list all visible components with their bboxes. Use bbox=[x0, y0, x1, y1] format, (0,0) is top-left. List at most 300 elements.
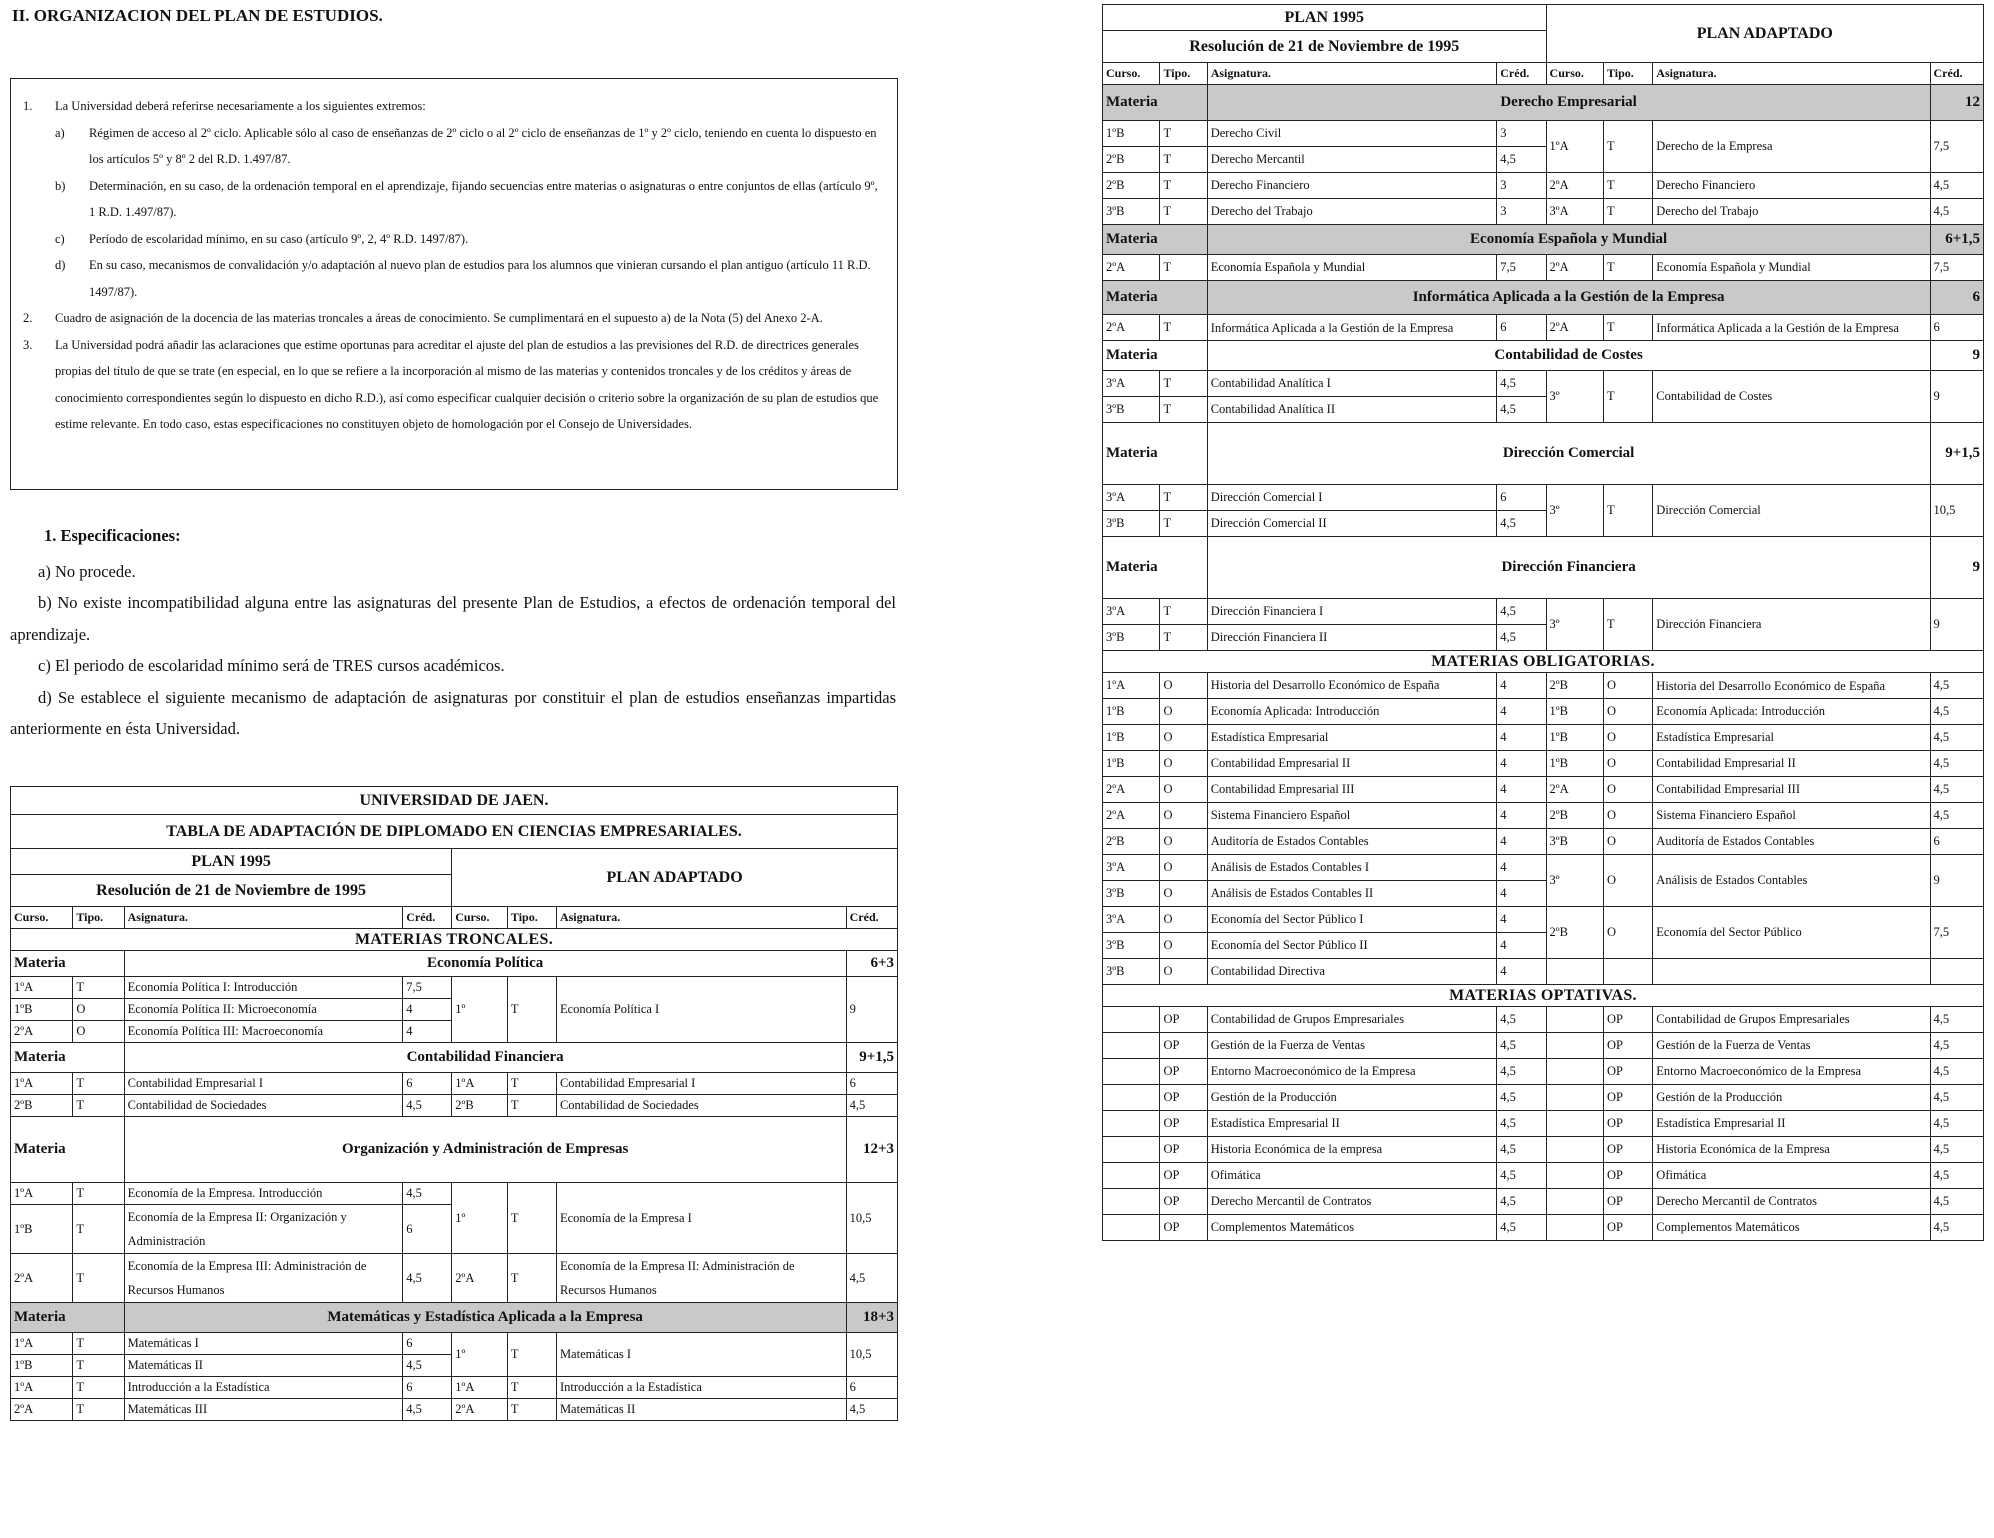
column-header: Curso. bbox=[452, 907, 508, 929]
asignatura-cell: Contabilidad Empresarial II bbox=[1207, 751, 1497, 777]
materia-credits: 9+1,5 bbox=[846, 1043, 897, 1073]
curso-cell: 3ºA bbox=[1103, 485, 1160, 511]
asignatura-cell: Economía de la Empresa III: Administración de Recursos Humanos bbox=[124, 1254, 403, 1303]
column-header: Créd. bbox=[846, 907, 897, 929]
note-1: La Universidad deberá referirse necesariamente a los siguientes extremos: bbox=[55, 99, 426, 113]
tipo-cell: T bbox=[73, 1254, 124, 1303]
tipo-cell: OP bbox=[1160, 1111, 1207, 1137]
materia-label: Materia bbox=[1103, 537, 1208, 599]
tipo-cell: T bbox=[1160, 599, 1207, 625]
new-cred-cell: 4,5 bbox=[1930, 699, 1983, 725]
new-cred-cell: 6 bbox=[846, 1073, 897, 1095]
section-obligatorias: MATERIAS OBLIGATORIAS. bbox=[1103, 651, 1984, 673]
cred-cell: 4,5 bbox=[1497, 1033, 1546, 1059]
curso-cell: 1ºA bbox=[11, 1377, 73, 1399]
materia-row bbox=[11, 1043, 898, 1073]
new-curso-cell: 3ºA bbox=[1546, 199, 1603, 225]
note-1d: En su caso, mecanismos de convalidación y/o adaptación al nuevo plan de estudios para los alumnos que vinieran cursando el plan antiguo (artículo 11 R.D. 1497/87). bbox=[89, 258, 871, 299]
column-header: Créd. bbox=[1930, 63, 1983, 85]
new-tipo-cell: T bbox=[507, 1254, 556, 1303]
curso-cell bbox=[1103, 1215, 1160, 1241]
curso-cell: 1ºB bbox=[1103, 699, 1160, 725]
curso-cell: 1ºA bbox=[11, 1183, 73, 1205]
new-tipo-cell: T bbox=[507, 1399, 556, 1421]
plan-adaptado: PLAN ADAPTADO bbox=[1546, 5, 1983, 63]
note-1c: Período de escolaridad mínimo, en su caso (artículo 9º, 2, 4º R.D. 1497/87). bbox=[89, 231, 469, 246]
new-cred-cell: 10,5 bbox=[846, 1333, 897, 1377]
tipo-cell: OP bbox=[1160, 1189, 1207, 1215]
cred-cell: 3 bbox=[1497, 121, 1546, 147]
tipo-cell: OP bbox=[1160, 1033, 1207, 1059]
plan-1995: PLAN 1995 bbox=[1103, 5, 1547, 31]
new-tipo-cell: O bbox=[1604, 829, 1653, 855]
spec-c: c) El periodo de escolaridad mínimo será de TRES cursos académicos. bbox=[38, 656, 505, 675]
resolution: Resolución de 21 de Noviembre de 1995 bbox=[1103, 31, 1547, 63]
asignatura-cell: Dirección Comercial II bbox=[1207, 511, 1497, 537]
section-title: II. ORGANIZACION DEL PLAN DE ESTUDIOS. bbox=[12, 6, 383, 25]
tipo-cell: OP bbox=[1160, 1085, 1207, 1111]
new-cred-cell: 4,5 bbox=[1930, 173, 1983, 199]
new-curso-cell: 3º bbox=[1546, 855, 1603, 907]
cred-cell: 4,5 bbox=[403, 1355, 452, 1377]
new-curso-cell: 1º bbox=[452, 1333, 508, 1377]
asignatura-cell: Estadística Empresarial bbox=[1207, 725, 1497, 751]
tipo-cell: T bbox=[1160, 147, 1207, 173]
materia-credits: 6+1,5 bbox=[1930, 225, 1983, 255]
materia-name: Economía Política bbox=[124, 951, 846, 977]
section-row bbox=[1103, 651, 1984, 673]
new-asignatura-cell: Contabilidad Empresarial I bbox=[556, 1073, 846, 1095]
new-curso-cell bbox=[1546, 1215, 1603, 1241]
new-tipo-cell: O bbox=[1604, 699, 1653, 725]
asignatura-cell: Complementos Matemáticos bbox=[1207, 1215, 1497, 1241]
new-tipo-cell: OP bbox=[1604, 1215, 1653, 1241]
new-tipo-cell: OP bbox=[1604, 1007, 1653, 1033]
new-tipo-cell: OP bbox=[1604, 1137, 1653, 1163]
new-asignatura-cell: Matemáticas I bbox=[556, 1333, 846, 1377]
new-curso-cell bbox=[1546, 1189, 1603, 1215]
curso-cell: 3ºA bbox=[1103, 599, 1160, 625]
cred-cell: 4,5 bbox=[1497, 397, 1546, 423]
new-asignatura-cell: Historia del Desarrollo Económico de España bbox=[1653, 673, 1930, 699]
table-row bbox=[1103, 599, 1984, 625]
asignatura-cell: Matemáticas I bbox=[124, 1333, 403, 1355]
new-curso-cell: 1º bbox=[452, 1183, 508, 1254]
new-asignatura-cell: Entorno Macroeconómico de la Empresa bbox=[1653, 1059, 1930, 1085]
curso-cell: 3ºB bbox=[1103, 959, 1160, 985]
new-curso-cell: 1ºA bbox=[452, 1377, 508, 1399]
new-cred-cell: 4,5 bbox=[1930, 1137, 1983, 1163]
table-row bbox=[1103, 725, 1984, 751]
new-curso-cell bbox=[1546, 1163, 1603, 1189]
tipo-cell: O bbox=[1160, 803, 1207, 829]
column-header: Asignatura. bbox=[124, 907, 403, 929]
column-header: Curso. bbox=[1103, 63, 1160, 85]
cred-cell: 6 bbox=[403, 1377, 452, 1399]
curso-cell: 2ºA bbox=[11, 1399, 73, 1421]
tipo-cell: T bbox=[1160, 255, 1207, 281]
tipo-cell: T bbox=[73, 1183, 124, 1205]
curso-cell: 2ºB bbox=[1103, 147, 1160, 173]
materia-credits: 9 bbox=[1930, 537, 1983, 599]
materia-label: Materia bbox=[11, 1043, 125, 1073]
asignatura-cell: Derecho del Trabajo bbox=[1207, 199, 1497, 225]
new-asignatura-cell: Matemáticas II bbox=[556, 1399, 846, 1421]
cred-cell: 4,5 bbox=[403, 1183, 452, 1205]
tipo-cell: T bbox=[1160, 121, 1207, 147]
new-asignatura-cell bbox=[1653, 959, 1930, 985]
new-asignatura-cell: Auditoría de Estados Contables bbox=[1653, 829, 1930, 855]
curso-cell: 2ºB bbox=[1103, 173, 1160, 199]
new-asignatura-cell: Derecho de la Empresa bbox=[1653, 121, 1930, 173]
new-asignatura-cell: Contabilidad Empresarial II bbox=[1653, 751, 1930, 777]
new-asignatura-cell: Introducción a la Estadística bbox=[556, 1377, 846, 1399]
new-asignatura-cell: Ofimática bbox=[1653, 1163, 1930, 1189]
cred-cell: 4,5 bbox=[1497, 1137, 1546, 1163]
curso-cell bbox=[1103, 1085, 1160, 1111]
new-tipo-cell: T bbox=[1604, 371, 1653, 423]
tipo-cell: T bbox=[73, 1095, 124, 1117]
new-cred-cell: 7,5 bbox=[1930, 121, 1983, 173]
section-row bbox=[11, 929, 898, 951]
materia-credits: 9+1,5 bbox=[1930, 423, 1983, 485]
curso-cell: 2ºA bbox=[1103, 315, 1160, 341]
new-tipo-cell: T bbox=[507, 977, 556, 1043]
curso-cell: 1ºB bbox=[11, 999, 73, 1021]
table-row bbox=[11, 977, 898, 999]
tipo-cell: T bbox=[73, 977, 124, 999]
plan-adaptado: PLAN ADAPTADO bbox=[452, 849, 898, 907]
materia-label: Materia bbox=[1103, 225, 1208, 255]
cred-cell: 4,5 bbox=[1497, 511, 1546, 537]
instructions-box: 1. La Universidad deberá referirse necesariamente a los siguientes extremos: a) Régimen de acceso al 2º ciclo. Aplicable sólo al caso de enseñanzas de 2º ciclo o al 2º ciclo de enseñanzas de 1º y 2º ciclo, teniendo en cuenta lo dispuesto en los artículos 5º y 8º 2 del R.D. 1.497/87. b) Determinación, en su caso, de la ordenación temporal en el aprendizaje, fijando secuencias entre materias o asignaturas o entre conjuntos de ellas (artículo 9º, 1 R.D. 1.497/87). c) Período de escolaridad mínimo, en su caso (artículo 9º, 2, 4º R.D. 1497/87). d) En su caso, mecanismos de convalidación y/o adaptación al nuevo plan de estudios para los alumnos que vinieran cursando el plan antiguo (artículo 11 R.D. 1497/87). 2. Cuadro de asignación de la docencia de las materias troncales a áreas de conocimiento. Se cumplimentará en el supuesto a) de la Nota (5) del Anexo 2-A. 3. La Universidad podrá añadir las aclaraciones que estime oportunas para acreditar el ajuste del plan de estudios a las previsiones del R.D. de directrices generales propias del título de que se trate (en especial, en lo que se refiere a la incorporación al mismo de las materias y contenidos troncales y de los créditos y áreas de conocimiento correspondientes según lo dispuesto en dicho R.D.), así como especificar cualquier decisión o criterio sobre la organización de su plan de estudios que estime relevante. En todo caso, estas especificaciones no constituyen objeto de homologación por el Consejo de Universidades. bbox=[10, 78, 898, 490]
section-troncales: MATERIAS TRONCALES. bbox=[11, 929, 898, 951]
cred-cell: 4 bbox=[1497, 829, 1546, 855]
new-curso-cell bbox=[1546, 1033, 1603, 1059]
asignatura-cell: Gestión de la Fuerza de Ventas bbox=[1207, 1033, 1497, 1059]
cred-cell: 6 bbox=[403, 1205, 452, 1254]
specifications bbox=[10, 520, 896, 745]
cred-cell: 4,5 bbox=[403, 1254, 452, 1303]
tipo-cell: T bbox=[1160, 173, 1207, 199]
cred-cell: 4,5 bbox=[1497, 1189, 1546, 1215]
new-cred-cell: 7,5 bbox=[1930, 255, 1983, 281]
new-cred-cell: 6 bbox=[846, 1377, 897, 1399]
cred-cell: 4 bbox=[1497, 855, 1546, 881]
cred-cell: 4 bbox=[1497, 907, 1546, 933]
section-row bbox=[1103, 985, 1984, 1007]
asignatura-cell: Gestión de la Producción bbox=[1207, 1085, 1497, 1111]
curso-cell: 2ºA bbox=[1103, 255, 1160, 281]
curso-cell: 3ºB bbox=[1103, 511, 1160, 537]
curso-cell bbox=[1103, 1007, 1160, 1033]
new-asignatura-cell: Análisis de Estados Contables bbox=[1653, 855, 1930, 907]
curso-cell: 3ºA bbox=[1103, 855, 1160, 881]
tipo-cell: O bbox=[1160, 829, 1207, 855]
table-row bbox=[1103, 371, 1984, 397]
optativa-row bbox=[1103, 1085, 1984, 1111]
tipo-cell: OP bbox=[1160, 1163, 1207, 1189]
materia-name: Contabilidad Financiera bbox=[124, 1043, 846, 1073]
new-tipo-cell: T bbox=[1604, 121, 1653, 173]
new-curso-cell: 3º bbox=[1546, 371, 1603, 423]
new-cred-cell: 4,5 bbox=[1930, 803, 1983, 829]
materia-name: Informática Aplicada a la Gestión de la Empresa bbox=[1207, 281, 1930, 315]
asignatura-cell: Economía Política III: Macroeconomía bbox=[124, 1021, 403, 1043]
new-curso-cell: 2ºA bbox=[452, 1254, 508, 1303]
section-optativas: MATERIAS OPTATIVAS. bbox=[1103, 985, 1984, 1007]
asignatura-cell: Derecho Civil bbox=[1207, 121, 1497, 147]
curso-cell: 1ºB bbox=[1103, 751, 1160, 777]
new-asignatura-cell: Complementos Matemáticos bbox=[1653, 1215, 1930, 1241]
table-row bbox=[11, 1073, 898, 1095]
asignatura-cell: Contabilidad Directiva bbox=[1207, 959, 1497, 985]
new-tipo-cell: OP bbox=[1604, 1033, 1653, 1059]
cred-cell: 4,5 bbox=[1497, 1163, 1546, 1189]
asignatura-cell: Dirección Comercial I bbox=[1207, 485, 1497, 511]
table-row bbox=[1103, 315, 1984, 341]
optativa-row bbox=[1103, 1111, 1984, 1137]
asignatura-cell: Introducción a la Estadística bbox=[124, 1377, 403, 1399]
tipo-cell: O bbox=[1160, 907, 1207, 933]
new-cred-cell: 10,5 bbox=[1930, 485, 1983, 537]
cred-cell: 7,5 bbox=[1497, 255, 1546, 281]
curso-cell: 2ºA bbox=[11, 1254, 73, 1303]
optativa-row bbox=[1103, 1137, 1984, 1163]
materia-row bbox=[1103, 281, 1984, 315]
cred-cell: 4 bbox=[1497, 777, 1546, 803]
note-3: La Universidad podrá añadir las aclaraciones que estime oportunas para acreditar el ajuste del plan de estudios a las previsiones del R.D. de directrices generales propias del título de que se trate (en especial, en lo que se refiere a la incorporación al mismo de las materias y contenidos troncales y de los créditos y áreas de conocimiento correspondientes según lo dispuesto en dicho R.D.), así como especificar cualquier decisión o criterio sobre la organización de su plan de estudios que estime relevante. En todo caso, estas especificaciones no constituyen objeto de homologación por el Consejo de Universidades. bbox=[55, 337, 879, 431]
cred-cell: 7,5 bbox=[403, 977, 452, 999]
asignatura-cell: Derecho Mercantil bbox=[1207, 147, 1497, 173]
note-1b: Determinación, en su caso, de la ordenación temporal en el aprendizaje, fijando secuencias entre materias o asignaturas o entre conjuntos de ellas (artículo 9º, 1 R.D. 1.497/87). bbox=[89, 178, 878, 219]
tipo-cell: O bbox=[1160, 673, 1207, 699]
new-tipo-cell: OP bbox=[1604, 1085, 1653, 1111]
new-asignatura-cell: Dirección Comercial bbox=[1653, 485, 1930, 537]
new-cred-cell: 4,5 bbox=[1930, 777, 1983, 803]
new-asignatura-cell: Contabilidad de Sociedades bbox=[556, 1095, 846, 1117]
new-asignatura-cell: Informática Aplicada a la Gestión de la Empresa bbox=[1653, 315, 1930, 341]
column-header-row bbox=[11, 907, 898, 929]
new-cred-cell: 4,5 bbox=[1930, 1189, 1983, 1215]
asignatura-cell: Contabilidad Empresarial III bbox=[1207, 777, 1497, 803]
table-row bbox=[1103, 855, 1984, 881]
curso-cell bbox=[1103, 1163, 1160, 1189]
table-row bbox=[1103, 673, 1984, 699]
new-curso-cell: 1ºA bbox=[1546, 121, 1603, 173]
new-tipo-cell: T bbox=[507, 1183, 556, 1254]
asignatura-cell: Contabilidad Analítica II bbox=[1207, 397, 1497, 423]
cred-cell: 4,5 bbox=[1497, 1085, 1546, 1111]
tipo-cell: T bbox=[73, 1205, 124, 1254]
new-curso-cell bbox=[1546, 1007, 1603, 1033]
tipo-cell: T bbox=[73, 1333, 124, 1355]
new-curso-cell bbox=[1546, 1111, 1603, 1137]
tipo-cell: O bbox=[73, 999, 124, 1021]
new-asignatura-cell: Economía Política I bbox=[556, 977, 846, 1043]
cred-cell: 4 bbox=[403, 1021, 452, 1043]
asignatura-cell: Análisis de Estados Contables II bbox=[1207, 881, 1497, 907]
tipo-cell: T bbox=[1160, 511, 1207, 537]
asignatura-cell: Análisis de Estados Contables I bbox=[1207, 855, 1497, 881]
optativa-row bbox=[1103, 1059, 1984, 1085]
cred-cell: 4,5 bbox=[1497, 1215, 1546, 1241]
new-tipo-cell: T bbox=[1604, 199, 1653, 225]
new-curso-cell: 1ºB bbox=[1546, 725, 1603, 751]
curso-cell: 3ºB bbox=[1103, 881, 1160, 907]
curso-cell: 1ºA bbox=[11, 1073, 73, 1095]
cred-cell: 4,5 bbox=[1497, 1111, 1546, 1137]
cred-cell: 4,5 bbox=[1497, 371, 1546, 397]
cred-cell: 4,5 bbox=[403, 1399, 452, 1421]
curso-cell: 3ºA bbox=[1103, 907, 1160, 933]
new-tipo-cell: T bbox=[1604, 315, 1653, 341]
new-asignatura-cell: Contabilidad Empresarial III bbox=[1653, 777, 1930, 803]
materia-row bbox=[1103, 423, 1984, 485]
new-curso-cell bbox=[1546, 1137, 1603, 1163]
materia-row bbox=[1103, 85, 1984, 121]
new-tipo-cell: OP bbox=[1604, 1059, 1653, 1085]
new-curso-cell bbox=[1546, 959, 1603, 985]
new-curso-cell: 2ºA bbox=[1546, 315, 1603, 341]
optativa-row bbox=[1103, 1215, 1984, 1241]
table-row bbox=[11, 1399, 898, 1421]
materia-name: Dirección Comercial bbox=[1207, 423, 1930, 485]
curso-cell bbox=[1103, 1137, 1160, 1163]
new-tipo-cell: T bbox=[1604, 255, 1653, 281]
new-cred-cell: 4,5 bbox=[1930, 1059, 1983, 1085]
asignatura-cell: Contabilidad de Grupos Empresariales bbox=[1207, 1007, 1497, 1033]
new-curso-cell: 2ºB bbox=[1546, 673, 1603, 699]
new-tipo-cell: O bbox=[1604, 907, 1653, 959]
asignatura-cell: Matemáticas II bbox=[124, 1355, 403, 1377]
new-curso-cell: 2ºB bbox=[1546, 803, 1603, 829]
asignatura-cell: Auditoría de Estados Contables bbox=[1207, 829, 1497, 855]
asignatura-cell: Economía de la Empresa. Introducción bbox=[124, 1183, 403, 1205]
table-row bbox=[1103, 173, 1984, 199]
tipo-cell: OP bbox=[1160, 1059, 1207, 1085]
curso-cell: 1ºB bbox=[1103, 725, 1160, 751]
new-curso-cell: 1ºA bbox=[452, 1073, 508, 1095]
cred-cell: 4 bbox=[1497, 725, 1546, 751]
new-tipo-cell: OP bbox=[1604, 1163, 1653, 1189]
new-tipo-cell: O bbox=[1604, 803, 1653, 829]
table-row bbox=[1103, 907, 1984, 933]
new-cred-cell: 4,5 bbox=[1930, 1007, 1983, 1033]
asignatura-cell: Historia del Desarrollo Económico de España bbox=[1207, 673, 1497, 699]
column-header: Tipo. bbox=[1160, 63, 1207, 85]
cred-cell: 4,5 bbox=[1497, 147, 1546, 173]
tipo-cell: T bbox=[1160, 625, 1207, 651]
cred-cell: 4 bbox=[1497, 881, 1546, 907]
cred-cell: 4 bbox=[403, 999, 452, 1021]
new-cred-cell: 4,5 bbox=[1930, 673, 1983, 699]
new-tipo-cell: T bbox=[1604, 599, 1653, 651]
column-header: Asignatura. bbox=[1207, 63, 1497, 85]
new-tipo-cell: OP bbox=[1604, 1189, 1653, 1215]
new-curso-cell: 2ºB bbox=[1546, 907, 1603, 959]
new-curso-cell: 1ºB bbox=[1546, 751, 1603, 777]
new-tipo-cell: T bbox=[507, 1095, 556, 1117]
optativa-row bbox=[1103, 1033, 1984, 1059]
new-asignatura-cell: Sistema Financiero Español bbox=[1653, 803, 1930, 829]
column-header: Curso. bbox=[1546, 63, 1603, 85]
new-cred-cell: 4,5 bbox=[846, 1095, 897, 1117]
materia-row bbox=[11, 1303, 898, 1333]
note-1a: Régimen de acceso al 2º ciclo. Aplicable sólo al caso de enseñanzas de 2º ciclo o al 2º ciclo de enseñanzas de 1º y 2º ciclo, teniendo en cuenta lo dispuesto en los artículos 5º y 8º 2 del R.D. 1.497/87. bbox=[89, 125, 877, 166]
curso-cell: 3ºA bbox=[1103, 371, 1160, 397]
curso-cell: 2ºA bbox=[1103, 777, 1160, 803]
new-tipo-cell: O bbox=[1604, 725, 1653, 751]
materia-name: Contabilidad de Costes bbox=[1207, 341, 1930, 371]
curso-cell: 1ºA bbox=[11, 977, 73, 999]
resolution: Resolución de 21 de Noviembre de 1995 bbox=[11, 875, 452, 907]
new-asignatura-cell: Economía Española y Mundial bbox=[1653, 255, 1930, 281]
tipo-cell: O bbox=[1160, 881, 1207, 907]
new-cred-cell: 4,5 bbox=[1930, 751, 1983, 777]
tipo-cell: O bbox=[73, 1021, 124, 1043]
new-asignatura-cell: Gestión de la Fuerza de Ventas bbox=[1653, 1033, 1930, 1059]
materia-row bbox=[1103, 537, 1984, 599]
tipo-cell: O bbox=[1160, 777, 1207, 803]
tipo-cell: T bbox=[1160, 315, 1207, 341]
new-cred-cell: 10,5 bbox=[846, 1183, 897, 1254]
materia-name: Derecho Empresarial bbox=[1207, 85, 1930, 121]
cred-cell: 4,5 bbox=[1497, 625, 1546, 651]
table-row bbox=[11, 1095, 898, 1117]
optativa-row bbox=[1103, 1163, 1984, 1189]
materia-name: Organización y Administración de Empresas bbox=[124, 1117, 846, 1183]
new-asignatura-cell: Economía de la Empresa II: Administración de Recursos Humanos bbox=[556, 1254, 846, 1303]
asignatura-cell: Entorno Macroeconómico de la Empresa bbox=[1207, 1059, 1497, 1085]
column-header: Curso. bbox=[11, 907, 73, 929]
new-tipo-cell: T bbox=[507, 1333, 556, 1377]
new-asignatura-cell: Economía Aplicada: Introducción bbox=[1653, 699, 1930, 725]
curso-cell: 3ºB bbox=[1103, 397, 1160, 423]
table-row bbox=[1103, 803, 1984, 829]
asignatura-cell: Informática Aplicada a la Gestión de la Empresa bbox=[1207, 315, 1497, 341]
materia-label: Materia bbox=[11, 1303, 125, 1333]
curso-cell bbox=[1103, 1189, 1160, 1215]
cred-cell: 6 bbox=[403, 1333, 452, 1355]
cred-cell: 4 bbox=[1497, 933, 1546, 959]
asignatura-cell: Economía del Sector Público I bbox=[1207, 907, 1497, 933]
curso-cell: 2ºA bbox=[1103, 803, 1160, 829]
tipo-cell: O bbox=[1160, 725, 1207, 751]
asignatura-cell: Sistema Financiero Español bbox=[1207, 803, 1497, 829]
cred-cell: 4,5 bbox=[1497, 599, 1546, 625]
new-cred-cell: 4,5 bbox=[1930, 199, 1983, 225]
asignatura-cell: Contabilidad de Sociedades bbox=[124, 1095, 403, 1117]
new-curso-cell bbox=[1546, 1085, 1603, 1111]
asignatura-cell: Matemáticas III bbox=[124, 1399, 403, 1421]
new-tipo-cell: O bbox=[1604, 673, 1653, 699]
curso-cell: 1ºA bbox=[1103, 673, 1160, 699]
cred-cell: 4 bbox=[1497, 751, 1546, 777]
asignatura-cell: Economía Española y Mundial bbox=[1207, 255, 1497, 281]
tipo-cell: T bbox=[1160, 397, 1207, 423]
table-row bbox=[1103, 485, 1984, 511]
curso-cell bbox=[1103, 1111, 1160, 1137]
new-cred-cell: 4,5 bbox=[1930, 1111, 1983, 1137]
tipo-cell: T bbox=[73, 1377, 124, 1399]
plan-row bbox=[11, 849, 898, 875]
new-asignatura-cell: Contabilidad de Grupos Empresariales bbox=[1653, 1007, 1930, 1033]
new-cred-cell: 4,5 bbox=[1930, 1085, 1983, 1111]
tipo-cell: O bbox=[1160, 699, 1207, 725]
new-asignatura-cell: Historia Económica de la Empresa bbox=[1653, 1137, 1930, 1163]
tipo-cell: T bbox=[73, 1399, 124, 1421]
